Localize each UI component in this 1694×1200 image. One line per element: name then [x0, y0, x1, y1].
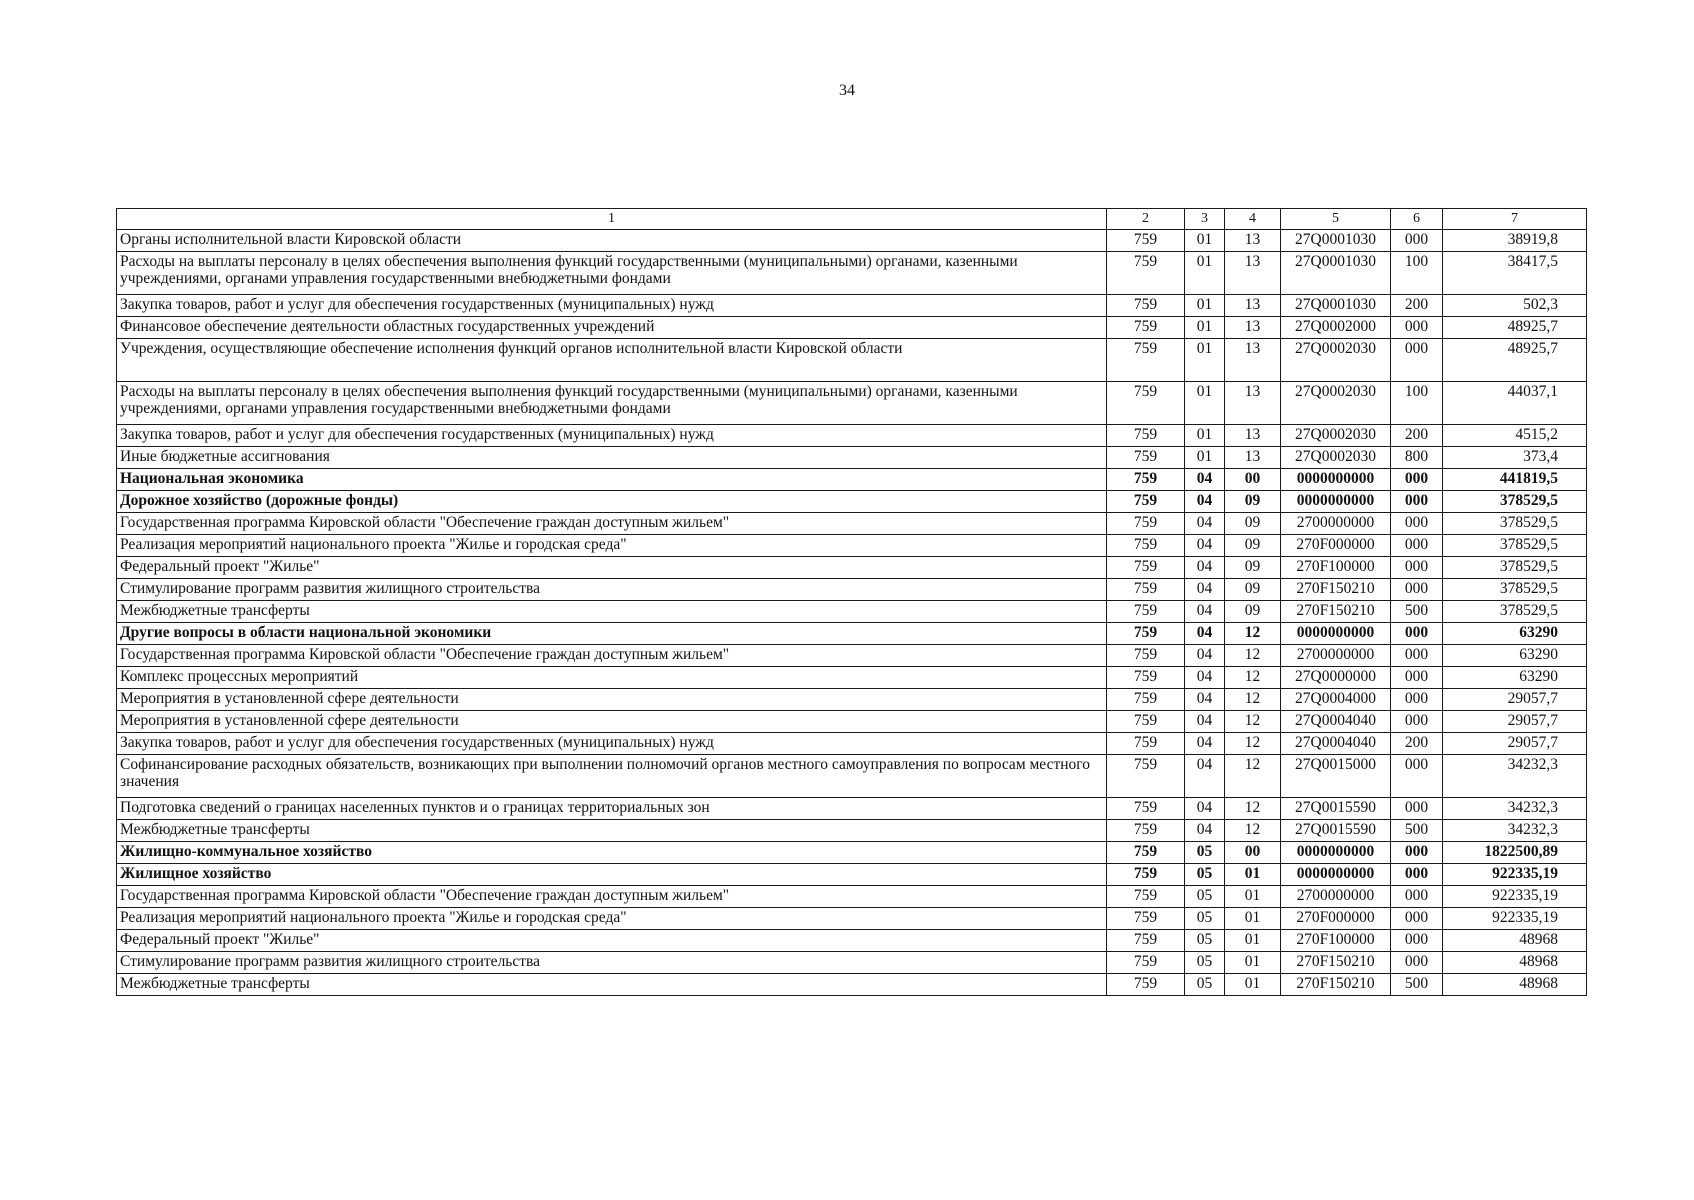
row-amount: 48968 [1443, 952, 1587, 974]
row-code: 759 [1107, 382, 1185, 425]
row-section: 04 [1185, 557, 1225, 579]
row-name: Межбюджетные трансферты [117, 974, 1107, 996]
budget-table [116, 208, 1587, 996]
row-amount: 44037,1 [1443, 382, 1587, 425]
row-amount: 378529,5 [1443, 535, 1587, 557]
row-amount: 29057,7 [1443, 711, 1587, 733]
table-row [117, 339, 1587, 382]
row-target-article: 27Q0002000 [1281, 317, 1391, 339]
row-section: 04 [1185, 755, 1225, 798]
row-target-article: 270F000000 [1281, 908, 1391, 930]
row-name: Реализация мероприятий национального проекта "Жилье и городская среда" [117, 535, 1107, 557]
row-target-article: 27Q0001030 [1281, 230, 1391, 252]
row-code: 759 [1107, 447, 1185, 469]
row-amount: 48968 [1443, 974, 1587, 996]
table-row [117, 252, 1587, 295]
row-expense-type: 000 [1391, 886, 1443, 908]
row-code: 759 [1107, 535, 1185, 557]
row-subsection: 01 [1225, 930, 1281, 952]
row-target-article: 27Q0001030 [1281, 252, 1391, 295]
row-subsection: 12 [1225, 755, 1281, 798]
row-amount: 922335,19 [1443, 908, 1587, 930]
row-expense-type: 000 [1391, 557, 1443, 579]
row-expense-type: 000 [1391, 864, 1443, 886]
table-row [117, 930, 1587, 952]
column-header-2: 2 [1107, 209, 1185, 230]
row-target-article: 2700000000 [1281, 645, 1391, 667]
row-name: Софинансирование расходных обязательств, возникающих при выполнении полномочий органов местного самоуправления по вопросам местного значения [117, 755, 1107, 798]
row-code: 759 [1107, 842, 1185, 864]
row-target-article: 0000000000 [1281, 623, 1391, 645]
row-section: 04 [1185, 601, 1225, 623]
row-subsection: 12 [1225, 623, 1281, 645]
table-row [117, 230, 1587, 252]
row-expense-type: 000 [1391, 339, 1443, 382]
row-section: 01 [1185, 425, 1225, 447]
row-expense-type: 000 [1391, 513, 1443, 535]
row-target-article: 270F150210 [1281, 974, 1391, 996]
row-target-article: 27Q0004040 [1281, 733, 1391, 755]
row-code: 759 [1107, 820, 1185, 842]
row-target-article: 2700000000 [1281, 886, 1391, 908]
row-name: Иные бюджетные ассигнования [117, 447, 1107, 469]
table-row [117, 974, 1587, 996]
row-amount: 378529,5 [1443, 579, 1587, 601]
row-section: 05 [1185, 864, 1225, 886]
row-code: 759 [1107, 317, 1185, 339]
row-expense-type: 000 [1391, 579, 1443, 601]
row-target-article: 27Q0004000 [1281, 689, 1391, 711]
row-section: 04 [1185, 491, 1225, 513]
row-code: 759 [1107, 798, 1185, 820]
row-subsection: 12 [1225, 733, 1281, 755]
row-name: Учреждения, осуществляющие обеспечение исполнения функций органов исполнительной власти Кировской области [117, 339, 1107, 382]
row-amount: 63290 [1443, 645, 1587, 667]
row-subsection: 13 [1225, 382, 1281, 425]
row-amount: 378529,5 [1443, 601, 1587, 623]
row-subsection: 12 [1225, 798, 1281, 820]
table-header-row [117, 209, 1587, 230]
row-subsection: 09 [1225, 557, 1281, 579]
row-expense-type: 000 [1391, 230, 1443, 252]
table-row [117, 755, 1587, 798]
table-row [117, 295, 1587, 317]
table-row [117, 645, 1587, 667]
row-code: 759 [1107, 974, 1185, 996]
row-expense-type: 000 [1391, 842, 1443, 864]
row-code: 759 [1107, 339, 1185, 382]
row-code: 759 [1107, 864, 1185, 886]
row-amount: 922335,19 [1443, 864, 1587, 886]
row-expense-type: 500 [1391, 601, 1443, 623]
row-subsection: 13 [1225, 230, 1281, 252]
row-target-article: 270F150210 [1281, 579, 1391, 601]
row-target-article: 2700000000 [1281, 513, 1391, 535]
row-target-article: 27Q0000000 [1281, 667, 1391, 689]
row-name: Мероприятия в установленной сфере деятельности [117, 689, 1107, 711]
row-name: Государственная программа Кировской области "Обеспечение граждан доступным жильем" [117, 513, 1107, 535]
row-target-article: 27Q0001030 [1281, 295, 1391, 317]
row-amount: 373,4 [1443, 447, 1587, 469]
row-target-article: 27Q0002030 [1281, 339, 1391, 382]
row-amount: 441819,5 [1443, 469, 1587, 491]
row-amount: 4515,2 [1443, 425, 1587, 447]
row-section: 05 [1185, 842, 1225, 864]
table-row [117, 447, 1587, 469]
column-header-7: 7 [1443, 209, 1587, 230]
row-expense-type: 500 [1391, 820, 1443, 842]
row-target-article: 27Q0015590 [1281, 820, 1391, 842]
row-subsection: 12 [1225, 645, 1281, 667]
table-row [117, 469, 1587, 491]
row-code: 759 [1107, 230, 1185, 252]
row-code: 759 [1107, 513, 1185, 535]
row-name: Межбюджетные трансферты [117, 820, 1107, 842]
row-subsection: 09 [1225, 491, 1281, 513]
row-subsection: 01 [1225, 952, 1281, 974]
row-expense-type: 000 [1391, 930, 1443, 952]
row-target-article: 0000000000 [1281, 491, 1391, 513]
row-target-article: 270F150210 [1281, 952, 1391, 974]
row-name: Другие вопросы в области национальной экономики [117, 623, 1107, 645]
row-code: 759 [1107, 930, 1185, 952]
row-subsection: 12 [1225, 711, 1281, 733]
row-section: 04 [1185, 645, 1225, 667]
row-expense-type: 000 [1391, 535, 1443, 557]
row-section: 04 [1185, 623, 1225, 645]
row-section: 01 [1185, 339, 1225, 382]
table-row [117, 667, 1587, 689]
row-code: 759 [1107, 425, 1185, 447]
row-amount: 34232,3 [1443, 755, 1587, 798]
row-amount: 502,3 [1443, 295, 1587, 317]
row-name: Государственная программа Кировской области "Обеспечение граждан доступным жильем" [117, 645, 1107, 667]
row-expense-type: 200 [1391, 425, 1443, 447]
row-code: 759 [1107, 579, 1185, 601]
row-expense-type: 100 [1391, 382, 1443, 425]
row-amount: 1822500,89 [1443, 842, 1587, 864]
row-section: 04 [1185, 667, 1225, 689]
row-section: 05 [1185, 908, 1225, 930]
row-code: 759 [1107, 601, 1185, 623]
row-name: Жилищное хозяйство [117, 864, 1107, 886]
row-subsection: 12 [1225, 689, 1281, 711]
row-amount: 922335,19 [1443, 886, 1587, 908]
row-target-article: 270F000000 [1281, 535, 1391, 557]
row-name: Стимулирование программ развития жилищного строительства [117, 952, 1107, 974]
row-expense-type: 000 [1391, 755, 1443, 798]
row-amount: 63290 [1443, 667, 1587, 689]
row-target-article: 27Q0002030 [1281, 382, 1391, 425]
row-name: Расходы на выплаты персоналу в целях обеспечения выполнения функций государственными (муниципальными) органами, казенными учреждениями, органами управления государственными внебюджетными фондами [117, 252, 1107, 295]
row-expense-type: 000 [1391, 952, 1443, 974]
row-code: 759 [1107, 557, 1185, 579]
row-amount: 29057,7 [1443, 733, 1587, 755]
row-section: 05 [1185, 886, 1225, 908]
row-section: 04 [1185, 820, 1225, 842]
row-target-article: 27Q0002030 [1281, 425, 1391, 447]
row-name: Закупка товаров, работ и услуг для обеспечения государственных (муниципальных) нужд [117, 425, 1107, 447]
row-expense-type: 500 [1391, 974, 1443, 996]
table-row [117, 908, 1587, 930]
row-name: Мероприятия в установленной сфере деятельности [117, 711, 1107, 733]
row-section: 01 [1185, 295, 1225, 317]
row-expense-type: 000 [1391, 689, 1443, 711]
column-header-5: 5 [1281, 209, 1391, 230]
row-name: Жилищно-коммунальное хозяйство [117, 842, 1107, 864]
row-subsection: 01 [1225, 864, 1281, 886]
row-subsection: 13 [1225, 339, 1281, 382]
row-subsection: 13 [1225, 317, 1281, 339]
table-row [117, 842, 1587, 864]
row-name: Комплекс процессных мероприятий [117, 667, 1107, 689]
row-expense-type: 000 [1391, 623, 1443, 645]
row-code: 759 [1107, 295, 1185, 317]
table-row [117, 535, 1587, 557]
row-amount: 48925,7 [1443, 317, 1587, 339]
row-expense-type: 000 [1391, 645, 1443, 667]
row-name: Национальная экономика [117, 469, 1107, 491]
row-section: 04 [1185, 711, 1225, 733]
row-section: 04 [1185, 798, 1225, 820]
row-expense-type: 000 [1391, 667, 1443, 689]
row-code: 759 [1107, 711, 1185, 733]
table-row [117, 689, 1587, 711]
row-expense-type: 000 [1391, 798, 1443, 820]
table-row [117, 886, 1587, 908]
column-header-4: 4 [1225, 209, 1281, 230]
row-expense-type: 200 [1391, 733, 1443, 755]
row-amount: 63290 [1443, 623, 1587, 645]
row-code: 759 [1107, 623, 1185, 645]
table-row [117, 820, 1587, 842]
row-section: 05 [1185, 952, 1225, 974]
row-code: 759 [1107, 689, 1185, 711]
row-section: 04 [1185, 469, 1225, 491]
row-amount: 38417,5 [1443, 252, 1587, 295]
table-row [117, 952, 1587, 974]
row-code: 759 [1107, 733, 1185, 755]
row-section: 04 [1185, 733, 1225, 755]
row-section: 04 [1185, 689, 1225, 711]
row-name: Федеральный проект "Жилье" [117, 930, 1107, 952]
row-code: 759 [1107, 886, 1185, 908]
row-amount: 378529,5 [1443, 491, 1587, 513]
row-target-article: 27Q0015000 [1281, 755, 1391, 798]
row-amount: 378529,5 [1443, 557, 1587, 579]
table-row [117, 798, 1587, 820]
table-row [117, 425, 1587, 447]
row-target-article: 270F150210 [1281, 601, 1391, 623]
row-name: Финансовое обеспечение деятельности областных государственных учреждений [117, 317, 1107, 339]
row-section: 04 [1185, 513, 1225, 535]
row-subsection: 09 [1225, 513, 1281, 535]
row-name: Межбюджетные трансферты [117, 601, 1107, 623]
table-row [117, 557, 1587, 579]
table-row [117, 601, 1587, 623]
row-expense-type: 100 [1391, 252, 1443, 295]
row-code: 759 [1107, 667, 1185, 689]
row-expense-type: 000 [1391, 491, 1443, 513]
row-expense-type: 000 [1391, 711, 1443, 733]
row-amount: 29057,7 [1443, 689, 1587, 711]
row-amount: 48925,7 [1443, 339, 1587, 382]
row-target-article: 27Q0015590 [1281, 798, 1391, 820]
table-row [117, 579, 1587, 601]
row-subsection: 09 [1225, 601, 1281, 623]
row-expense-type: 800 [1391, 447, 1443, 469]
row-amount: 48968 [1443, 930, 1587, 952]
row-name: Федеральный проект "Жилье" [117, 557, 1107, 579]
row-name: Расходы на выплаты персоналу в целях обеспечения выполнения функций государственными (муниципальными) органами, казенными учреждениями, органами управления государственными внебюджетными фондами [117, 382, 1107, 425]
row-target-article: 270F100000 [1281, 557, 1391, 579]
row-section: 01 [1185, 252, 1225, 295]
row-code: 759 [1107, 908, 1185, 930]
row-subsection: 01 [1225, 908, 1281, 930]
row-code: 759 [1107, 469, 1185, 491]
row-section: 01 [1185, 317, 1225, 339]
row-name: Закупка товаров, работ и услуг для обеспечения государственных (муниципальных) нужд [117, 733, 1107, 755]
row-section: 01 [1185, 382, 1225, 425]
row-target-article: 27Q0002030 [1281, 447, 1391, 469]
row-expense-type: 000 [1391, 908, 1443, 930]
row-amount: 34232,3 [1443, 820, 1587, 842]
row-amount: 378529,5 [1443, 513, 1587, 535]
row-section: 01 [1185, 447, 1225, 469]
column-header-6: 6 [1391, 209, 1443, 230]
table-row [117, 382, 1587, 425]
column-header-3: 3 [1185, 209, 1225, 230]
row-expense-type: 000 [1391, 469, 1443, 491]
row-code: 759 [1107, 252, 1185, 295]
row-code: 759 [1107, 755, 1185, 798]
row-subsection: 09 [1225, 535, 1281, 557]
row-code: 759 [1107, 645, 1185, 667]
row-subsection: 13 [1225, 425, 1281, 447]
row-subsection: 01 [1225, 974, 1281, 996]
row-target-article: 0000000000 [1281, 842, 1391, 864]
row-subsection: 13 [1225, 295, 1281, 317]
row-name: Реализация мероприятий национального проекта "Жилье и городская среда" [117, 908, 1107, 930]
row-target-article: 0000000000 [1281, 469, 1391, 491]
row-subsection: 01 [1225, 886, 1281, 908]
row-subsection: 13 [1225, 447, 1281, 469]
row-section: 05 [1185, 974, 1225, 996]
row-name: Органы исполнительной власти Кировской области [117, 230, 1107, 252]
row-expense-type: 200 [1391, 295, 1443, 317]
table-row [117, 513, 1587, 535]
row-name: Стимулирование программ развития жилищного строительства [117, 579, 1107, 601]
row-name: Дорожное хозяйство (дорожные фонды) [117, 491, 1107, 513]
row-expense-type: 000 [1391, 317, 1443, 339]
row-amount: 34232,3 [1443, 798, 1587, 820]
row-target-article: 0000000000 [1281, 864, 1391, 886]
table-row [117, 491, 1587, 513]
row-subsection: 12 [1225, 820, 1281, 842]
row-code: 759 [1107, 491, 1185, 513]
row-amount: 38919,8 [1443, 230, 1587, 252]
row-name: Закупка товаров, работ и услуг для обеспечения государственных (муниципальных) нужд [117, 295, 1107, 317]
row-name: Государственная программа Кировской области "Обеспечение граждан доступным жильем" [117, 886, 1107, 908]
row-target-article: 27Q0004040 [1281, 711, 1391, 733]
table-row [117, 711, 1587, 733]
table-row [117, 864, 1587, 886]
row-subsection: 00 [1225, 842, 1281, 864]
row-section: 04 [1185, 535, 1225, 557]
table-row [117, 733, 1587, 755]
row-code: 759 [1107, 952, 1185, 974]
page-number: 34 [839, 82, 855, 99]
column-header-1: 1 [117, 209, 1107, 230]
row-subsection: 13 [1225, 252, 1281, 295]
table-row [117, 623, 1587, 645]
row-section: 01 [1185, 230, 1225, 252]
row-section: 04 [1185, 579, 1225, 601]
table-row [117, 317, 1587, 339]
row-name: Подготовка сведений о границах населенных пунктов и о границах территориальных зон [117, 798, 1107, 820]
row-subsection: 00 [1225, 469, 1281, 491]
row-subsection: 12 [1225, 667, 1281, 689]
row-target-article: 270F100000 [1281, 930, 1391, 952]
row-subsection: 09 [1225, 579, 1281, 601]
row-section: 05 [1185, 930, 1225, 952]
